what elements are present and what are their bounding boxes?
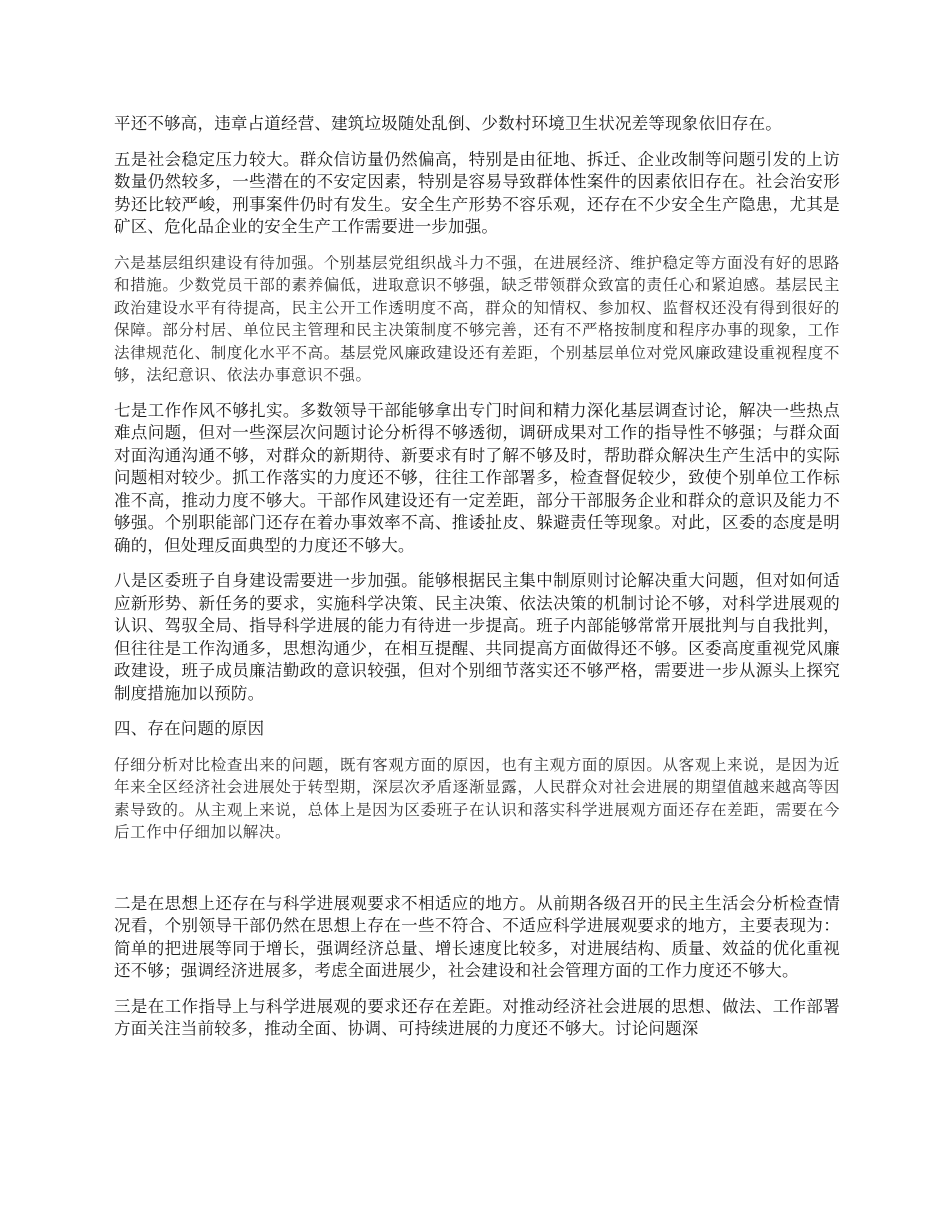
blank-gap	[114, 857, 840, 893]
paragraph-committee-self-building: 八是区委班子自身建设需要进一步加强。能够根据民主集中制原则讨论解决重大问题，但对如何适应新形势、新任务的要求，实施科学决策、民主决策、依法决策的机制讨论不够，对科学进展观的认识、驾驭全局、指导科学进展的能力有待进一步提高。班子内部能够常常开展批判与自我批判，但往往是工作沟通多，思想沟通少，在相互提醒、共同提高方面做得还不够。区委高度重视党风廉政建设，班子成员廉洁勤政的意识较强，但对个别细节落实还不够严格，需要进一步从源头上探究制度措施加以预防。	[114, 571, 840, 703]
paragraph-causes-analysis: 仔细分析对比检查出来的问题，既有客观方面的原因，也有主观方面的原因。从客观上来说，是因为近年来全区经济社会进展处于转型期，深层次矛盾逐渐显露，人民群众对社会进展的期望值越来越高等因素导致的。从主观上来说，总体上是因为区委班子在认识和落实科学进展观方面还存在差距，需要在今后工作中仔细加以解决。	[114, 755, 840, 841]
section-heading-causes: 四、存在问题的原因	[114, 719, 265, 738]
paragraph-grassroots-organization: 六是基层组织建设有待加强。个别基层党组织战斗力不强，在进展经济、维护稳定等方面没有好的思路和措施。少数党员干部的素养偏低，进取意识不够强，缺乏带领群众致富的责任心和紧迫感。基层民主政治建设水平有待提高，民主公开工作透明度不高，群众的知情权、参加权、监督权还没有得到很好的保障。部分村居、单位民主管理和民主决策制度不够完善，还有不严格按制度和程序办事的现象，工作法律规范化、制度化水平不高。基层党风廉政建设还有差距，个别基层单位对党风廉政建设重视程度不够，法纪意识、依法办事意识不强。	[114, 253, 840, 384]
paragraph-social-stability: 五是社会稳定压力较大。群众信访量仍然偏高，特别是由征地、拆迁、企业改制等问题引发的上访数量仍然较多，一些潜在的不安定因素，特别是容易导致群体性案件的因素依旧存在。社会治安形势还比较严峻，刑事案件仍时有发生。安全生产形势不容乐观，还存在不少安全生产隐患，尤其是矿区、危化品企业的安全生产工作需要进一步加强。	[114, 149, 840, 236]
paragraph-continuation: 平还不够高，违章占道经营、建筑垃圾随处乱倒、少数村环境卫生状况差等现象依旧存在。	[114, 114, 782, 133]
paragraph-work-guidance: 三是在工作指导上与科学进展观的要求还存在差距。对推动经济社会进展的思想、做法、工作部署方面关注当前较多，推动全面、协调、可持续进展的力度还不够大。讨论问题深	[114, 996, 840, 1038]
paragraph-work-style: 七是工作作风不够扎实。多数领导干部能够拿出专门时间和精力深化基层调查讨论，解决一些热点难点问题，但对一些深层次问题讨论分析得不够透彻，调研成果对工作的指导性不够强；与群众面对面沟通沟通不够，对群众的新期待、新要求有时了解不够及时，帮助群众解决生产生活中的实际问题相对较少。抓工作落实的力度还不够，往往工作部署多，检查督促较少，致使个别单位工作标准不高，推动力度不够大。干部作风建设还有一定差距，部分干部服务企业和群众的意识及能力不够强。个别职能部门还存在着办事效率不高、推诿扯皮、躲避责任等现象。对此，区委的态度是明确的，但处理反面典型的力度还不够大。	[114, 400, 840, 555]
paragraph-ideology: 二是在思想上还存在与科学进展观要求不相适应的地方。从前期各级召开的民主生活会分析检查情况看，个别领导干部仍然在思想上存在一些不符合、不适应科学进展观要求的地方，主要表现为：简单的把进展等同于增长，强调经济总量、增长速度比较多，对进展结构、质量、效益的优化重视还不够；强调经济进展多，考虑全面进展少，社会建设和社会管理方面的工作力度还不够大。	[114, 893, 840, 980]
document-page	[114, 113, 840, 1054]
